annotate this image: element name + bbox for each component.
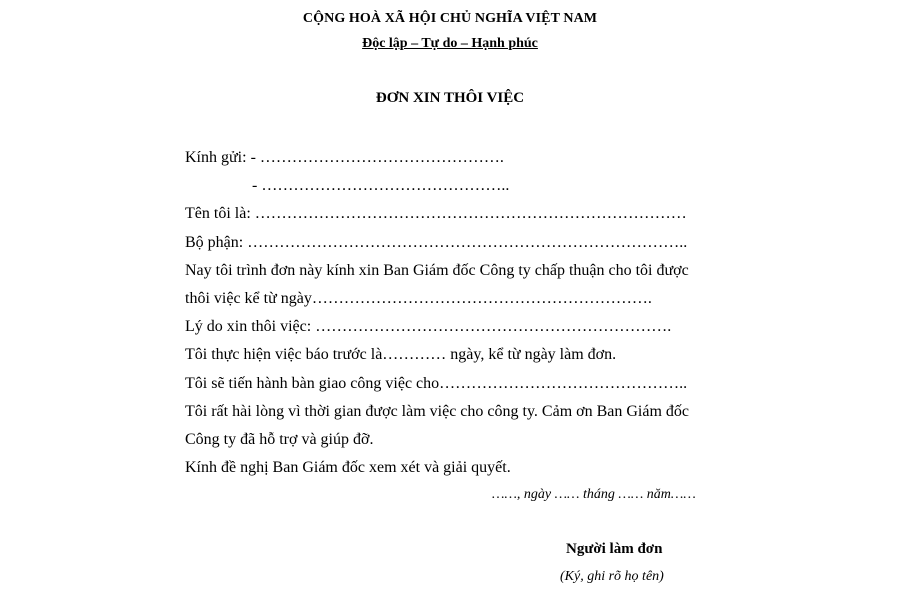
thanks-line-2: Công ty đã hỗ trợ và giúp đỡ. bbox=[185, 431, 374, 448]
name-line: Tên tôi là: ……………………………………………………………………… bbox=[185, 205, 687, 222]
recipient-line-1: Kính gửi: - ………………………………………. bbox=[185, 149, 504, 166]
signer-note: (Ký, ghi rõ họ tên) bbox=[560, 569, 664, 584]
national-motto: Độc lập – Tự do – Hạnh phúc bbox=[362, 36, 538, 51]
document-title: ĐƠN XIN THÔI VIỆC bbox=[375, 90, 525, 106]
department-line: Bộ phận: ……………………………………………………………………….. bbox=[185, 234, 688, 251]
notice-line: Tôi thực hiện việc báo trước là………… ngày, kể từ ngày làm đơn. bbox=[185, 346, 617, 363]
handover-line: Tôi sẽ tiến hành bàn giao công việc cho……………………………………….. bbox=[185, 375, 688, 392]
request-line-1: Nay tôi trình đơn này kính xin Ban Giám đốc Công ty chấp thuận cho tôi được bbox=[185, 262, 689, 279]
recipient-line-2: - ……………………………………….. bbox=[252, 177, 510, 194]
thanks-line-1: Tôi rất hài lòng vì thời gian được làm việc cho công ty. Cảm ơn Ban Giám đốc bbox=[185, 403, 690, 420]
date-line: ……, ngày …… tháng …… năm…… bbox=[492, 487, 696, 502]
request-line-2: thôi việc kể từ ngày………………………………………………………. bbox=[185, 290, 652, 307]
reason-line: Lý do xin thôi việc: …………………………………………………………. bbox=[185, 318, 672, 335]
signer-label: Người làm đơn bbox=[566, 541, 663, 557]
closing-line: Kính đề nghị Ban Giám đốc xem xét và giải quyết. bbox=[185, 459, 511, 476]
national-header: CỘNG HOÀ XÃ HỘI CHỦ NGHĨA VIỆT NAM bbox=[302, 11, 598, 26]
